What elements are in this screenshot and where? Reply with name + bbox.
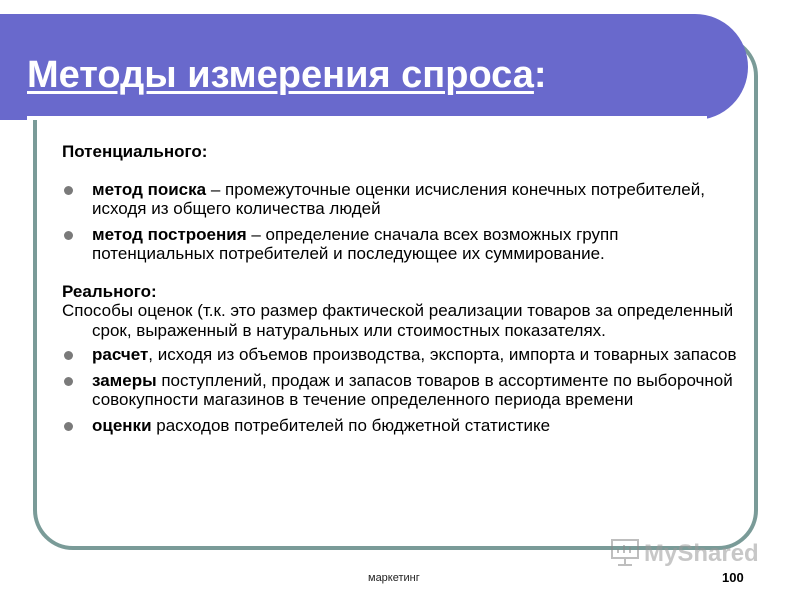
real-list [62, 345, 742, 435]
item-term: замеры [92, 370, 157, 390]
real-intro: Способы оценок (т.к. это размер фактической реализации товаров за определенный срок, выраженный в натуральных или стоимостных показателях. [62, 301, 734, 340]
item-term: расчет [92, 345, 149, 364]
presentation-screen-icon [612, 540, 638, 565]
page-number: 100 [722, 570, 744, 585]
real-heading: Реального: [62, 281, 157, 301]
list-item [62, 225, 742, 264]
item-text: – определение сначала всех возможных групп потенциальных потребителей и последующее их суммирование. [92, 224, 619, 263]
item-text: расходов потребителей по бюджетной статистике [151, 415, 551, 435]
item-term: метод поиска [92, 179, 207, 199]
item-term: оценки [92, 415, 152, 435]
potential-list [62, 180, 742, 264]
bullet-icon [64, 377, 73, 386]
footer-text: маркетинг [368, 572, 420, 584]
item-text: – промежуточные оценки исчисления конечных потребителей, исходя из общего количества людей [92, 179, 705, 218]
bullet-icon [64, 186, 73, 195]
title-underline [27, 116, 707, 120]
bullet-icon [64, 351, 73, 360]
item-term: метод построения [92, 224, 247, 244]
item-text: поступлений, продаж и запасов товаров в ассортименте по выборочной совокупности магазинов в течение определенного периода времени [92, 370, 733, 409]
potential-heading: Потенциального: [62, 142, 208, 161]
slide-content [62, 142, 742, 435]
list-item [62, 416, 742, 436]
title-band [0, 14, 748, 120]
slide-title: Методы измерения спроса: [27, 54, 547, 96]
list-item [62, 345, 742, 365]
watermark-logo [610, 536, 770, 568]
watermark-text: MyShared [644, 540, 759, 567]
list-item [62, 371, 742, 410]
list-item [62, 180, 742, 219]
item-text: , исходя из объемов производства, экспорта, импорта и товарных запасов [148, 345, 737, 364]
bullet-icon [64, 422, 73, 431]
bullet-icon [64, 231, 73, 240]
